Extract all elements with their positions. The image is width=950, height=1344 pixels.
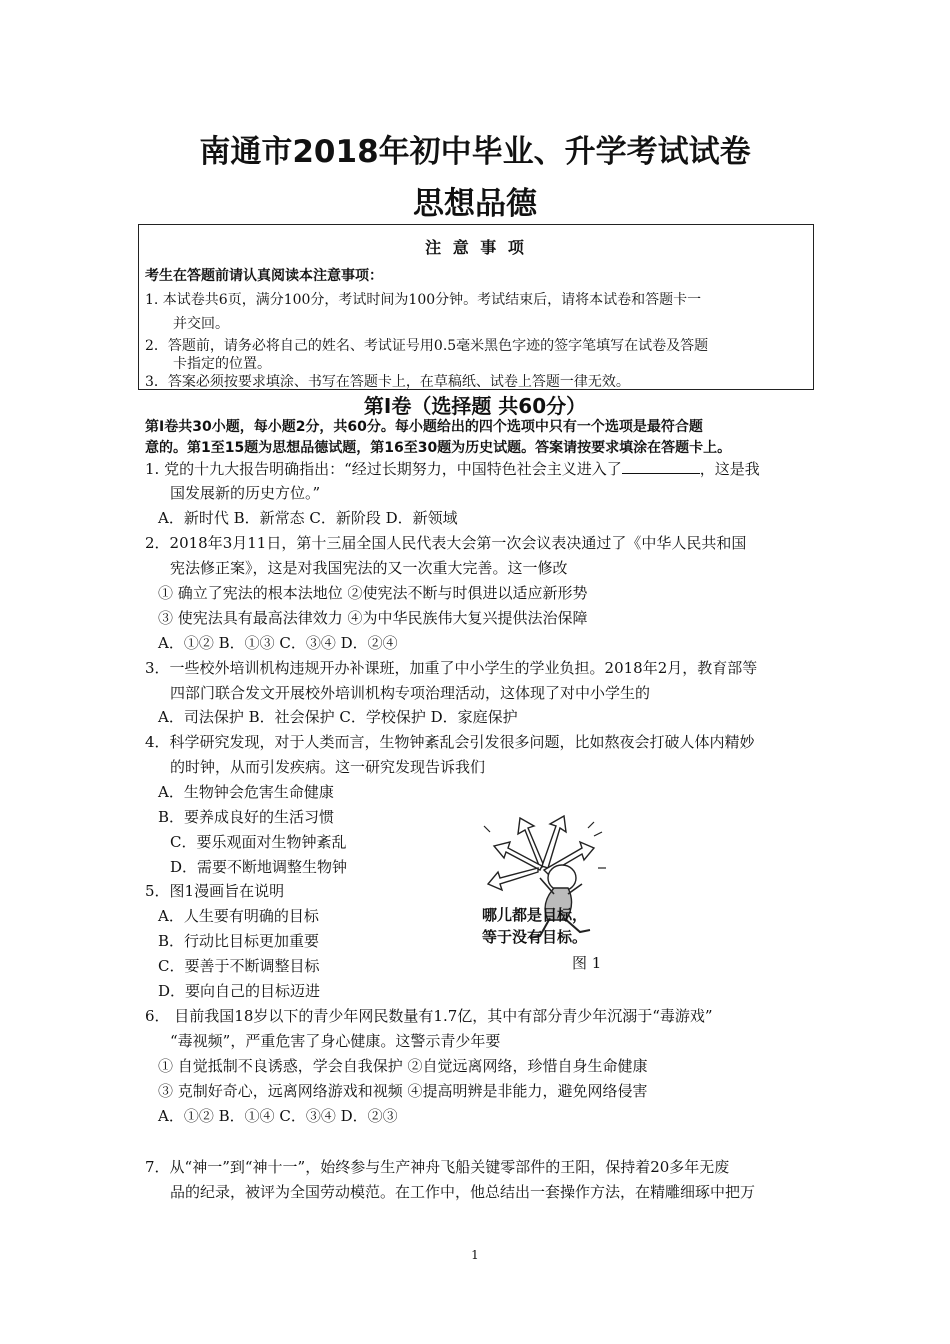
question-1-stem: [145, 458, 760, 479]
notice-item-1: 1. 本试卷共6页，满分100分，考试时间为100分钟。考试结束后，请将本试卷和答题卡一: [145, 292, 702, 308]
question-2-options: A．①② B．①③ C．③④ D．②④: [158, 634, 398, 652]
page-number: 1: [471, 1248, 479, 1262]
question-4-option-b: B．要养成良好的生活习惯: [158, 808, 335, 826]
question-2-statements-2: ③ 使宪法具有最高法律效力 ④为中华民族伟大复兴提供法治保障: [158, 609, 588, 627]
question-6-stem-cont: “毒视频”，严重危害了身心健康。这警示青少年要: [170, 1032, 501, 1050]
question-3-options: A．司法保护 B．社会保护 C．学校保护 D．家庭保护: [158, 708, 518, 726]
section-instructions-2: 意的。第1至15题为思想品德试题，第16至30题为历史试题。答案请按要求填涂在答题卡上。: [145, 440, 732, 456]
question-6-stem: 6． 目前我国18岁以下的青少年网民数量有1.7亿，其中有部分青少年沉溺于“毒游戏”: [145, 1007, 713, 1025]
section-instructions-1: 第Ⅰ卷共30小题，每小题2分，共60分。每小题给出的四个选项中只有一个选项是最符合题: [145, 419, 703, 435]
question-2-statements-1: ① 确立了宪法的根本法地位 ②使宪法不断与时俱进以适应新形势: [158, 584, 588, 602]
notice-box: [138, 224, 814, 390]
question-6-statements-2: ③ 克制好奇心，远离网络游戏和视频 ④提高明辨是非能力，避免网络侵害: [158, 1082, 648, 1100]
subject-title: 思想品德: [413, 186, 537, 222]
answer-blank: [622, 461, 700, 474]
notice-intro: 考生在答题前请认真阅读本注意事项：: [145, 268, 383, 284]
question-5-option-a: A．人生要有明确的目标: [158, 907, 319, 925]
question-4-stem: 4．科学研究发现，对于人类而言，生物钟紊乱会引发很多问题，比如熬夜会打破人体内精妙: [145, 733, 755, 751]
section-title: 第Ⅰ卷（选择题 共60分）: [363, 394, 587, 418]
question-6-statements-1: ① 自觉抵制不良诱惑，学会自我保护 ②自觉远离网络，珍惜自身生命健康: [158, 1057, 648, 1075]
question-1-text: 1. 党的十九大报告明确指出：“经过长期努力，中国特色社会主义进入了: [145, 460, 622, 478]
question-5-option-b: B．行动比目标更加重要: [158, 932, 320, 950]
notice-item-2-cont: 卡指定的位置。: [173, 356, 271, 372]
question-5-option-c: C．要善于不断调整目标: [158, 957, 320, 975]
question-3-stem-cont: 四部门联合发文开展校外培训机构专项治理活动，这体现了对中小学生的: [170, 684, 651, 702]
question-3-stem: 3．一些校外培训机构违规开办补课班，加重了中小学生的学业负担。2018年2月，教育部等: [145, 659, 758, 677]
question-1-text-end: ，这是我: [699, 460, 760, 478]
question-4-option-a: A．生物钟会危害生命健康: [158, 783, 334, 801]
notice-item-3: 3．答案必须按要求填涂、书写在答题卡上，在草稿纸、试卷上答题一律无效。: [145, 374, 630, 390]
question-5-option-d: D．要向自己的目标迈进: [158, 982, 321, 1000]
question-4-stem-cont: 的时钟，从而引发疾病。这一研究发现告诉我们: [170, 758, 486, 776]
notice-item-2: 2．答题前，请务必将自己的姓名、考试证号用0.5毫米黑色字迹的签字笔填写在试卷及答题: [145, 338, 709, 354]
question-2-stem: 2．2018年3月11日，第十三届全国人民代表大会第一次会议表决通过了《中华人民共和国: [145, 534, 747, 552]
notice-title: 注 意 事 项: [425, 238, 527, 257]
question-2-stem-cont: 宪法修正案》，这是对我国宪法的又一次重大完善。这一修改: [170, 559, 568, 577]
figure-label: 图 1: [572, 954, 602, 972]
question-6-options: A．①② B．①④ C．③④ D．②③: [158, 1107, 398, 1125]
question-7-stem-cont: 品的纪录，被评为全国劳动模范。在工作中，他总结出一套操作方法，在精雕细琢中把万: [170, 1183, 756, 1201]
question-7-stem: 7．从“神一”到“神十一”，始终参与生产神舟飞船关键零部件的王阳，保持着20多年无废: [145, 1158, 730, 1176]
cartoon-caption-line-2: 等于没有目标。: [482, 928, 588, 946]
notice-item-1-cont: 并交回。: [173, 316, 229, 332]
question-1-options: A．新时代 B．新常态 C．新阶段 D．新领域: [158, 509, 458, 527]
cartoon-caption-line-1: 哪儿都是目标，: [482, 906, 588, 924]
question-4-option-c: C．要乐观面对生物钟紊乱: [170, 833, 347, 851]
page-title: 南通市2018年初中毕业、升学考试试卷: [199, 134, 751, 170]
question-4-option-d: D．需要不断地调整生物钟: [170, 858, 348, 876]
question-5-stem: 5．图1漫画旨在说明: [145, 882, 285, 900]
question-1-stem-cont: 国发展新的历史方位。”: [170, 484, 321, 502]
